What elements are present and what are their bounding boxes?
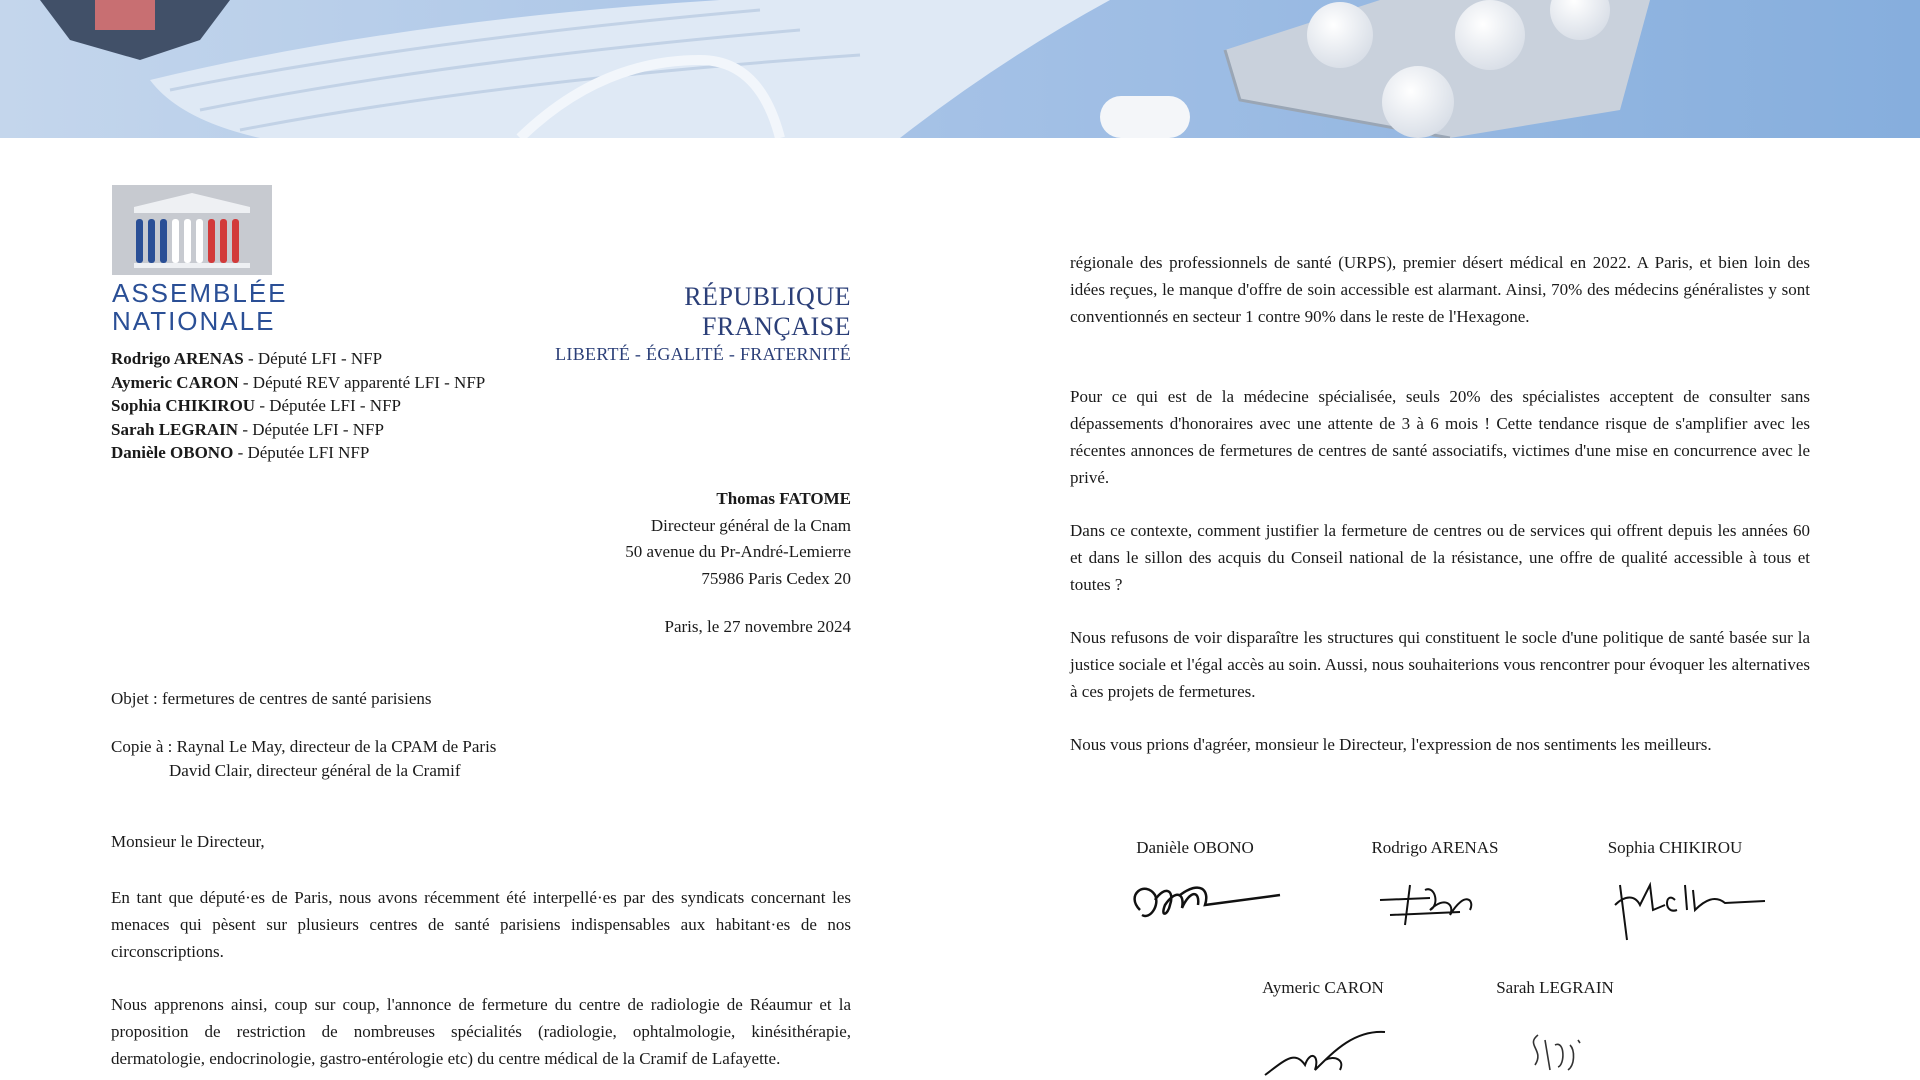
recipient-street: 50 avenue du Pr-André-Lemierre — [625, 542, 851, 561]
deputy-name: Sophia CHIKIROU — [111, 396, 256, 415]
signatory-chikirou: Sophia CHIKIROU — [1607, 838, 1743, 857]
signatory-arenas: Rodrigo ARENAS — [1371, 838, 1499, 857]
deputy-role: - Député REV apparenté LFI - NFP — [238, 372, 486, 392]
signature-legrain-icon — [1520, 1025, 1590, 1080]
deputy-role: - Députée LFI - NFP — [238, 419, 384, 439]
deputy-line — [111, 441, 485, 465]
signature-chikirou-icon — [1605, 865, 1775, 945]
salutation: Monsieur le Directeur, — [111, 832, 265, 851]
deputy-role: - Députée LFI NFP — [233, 443, 370, 462]
header-banner-image — [0, 0, 1920, 138]
republic-title: RÉPUBLIQUE FRANÇAISE — [684, 282, 851, 341]
medical-supplies-illustration — [0, 0, 1920, 138]
signature-caron-icon — [1255, 1020, 1405, 1080]
recipient-name: Thomas FATOME — [716, 489, 851, 508]
deputy-name: Danièle OBONO — [111, 443, 234, 462]
deputies-list — [111, 347, 485, 465]
body-paragraph: En tant que député·es de Paris, nous avons récemment été interpellé·es par des syndicats concernant les menaces qui pèsent sur plusieurs centres de santé parisiens indispensables aux habitant·es de nos circonscriptions. — [111, 888, 851, 961]
body-paragraph: Dans ce contexte, comment justifier la fermeture de centres ou de services qui offrent depuis les années 60 et dans le sillon des acquis du Conseil national de la résistance, une offre de qualité accessible à tous et toutes ? — [1070, 521, 1810, 594]
deputy-name: Sarah LEGRAIN — [111, 419, 239, 439]
letter-subject: Objet : fermetures de centres de santé parisiens — [111, 689, 432, 708]
recipient-title: Directeur général de la Cnam — [650, 515, 851, 535]
logo-text-assemblee: ASSEMBLÉE — [112, 278, 288, 308]
recipient-city: 75986 Paris Cedex 20 — [701, 568, 851, 588]
closing-paragraph: Nous vous prions d'agréer, monsieur le Directeur, l'expression de nos sentiments les meilleurs. — [1070, 735, 1712, 754]
deputy-line — [111, 371, 485, 395]
copy-line-2: David Clair, directeur général de la Cramif — [169, 760, 461, 780]
deputy-role: - Député LFI - NFP — [243, 349, 383, 368]
signature-obono-icon — [1120, 870, 1300, 940]
republic-motto: LIBERTÉ - ÉGALITÉ - FRATERNITÉ — [555, 344, 851, 364]
body-paragraph: Nous apprenons ainsi, coup sur coup, l'annonce de fermeture du centre de radiologie de Réaumur et la proposition de restriction de nombreuses spécialités (radiologie, ophtalmologie, kinésithérapie, dermatologie, endocrinologie, gastro-entérologie etc) du centre médical de la Cramif de Lafayette. — [111, 995, 851, 1068]
letter-date: Paris, le 27 novembre 2024 — [664, 617, 851, 636]
republique-francaise-header — [536, 282, 851, 365]
deputy-line — [111, 418, 485, 442]
assemblee-nationale-logo — [112, 185, 288, 336]
deputy-name: Rodrigo ARENAS — [111, 349, 244, 368]
copy-line-1: Copie à : Raynal Le May, directeur de la CPAM de Paris — [111, 737, 497, 756]
assemblee-building-icon — [112, 185, 272, 275]
signatory-obono: Danièle OBONO — [1136, 838, 1254, 857]
recipient-block — [560, 486, 851, 592]
deputy-line — [111, 347, 485, 371]
signature-arenas-icon — [1370, 870, 1490, 940]
signatory-legrain: Sarah LEGRAIN — [1496, 978, 1614, 997]
body-paragraph: Pour ce qui est de la médecine spécialisée, seuls 20% des spécialistes acceptent de consulter sans dépassements d'honoraires avec une attente de 3 à 6 mois ! Cette tendance risque de s'amplifier avec les récentes annonces de fermetures de centres de santé associatifs, victimes d'une mise en concurrence avec le privé. — [1070, 387, 1810, 487]
body-paragraph: régionale des professionnels de santé (URPS), premier désert médical en 2022. A Paris, et bien loin des idées reçues, le manque d'offre de soin accessible est alarmant. Ainsi, 70% des médecins généralistes y sont conventionnés en secteur 1 contre 90% dans le reste de l'Hexagone. — [1070, 253, 1810, 326]
logo-text-nationale: NATIONALE — [112, 306, 276, 336]
copy-recipients — [111, 735, 496, 782]
deputy-name: Aymeric CARON — [111, 372, 239, 392]
signatory-caron: Aymeric CARON — [1262, 978, 1384, 997]
body-paragraph: Nous refusons de voir disparaître les structures qui constituent le socle d'une politique de santé basée sur la justice sociale et l'égal accès au soin. Aussi, nous souhaiterions vous rencontrer pour évoquer les alternatives à ces projets de fermetures. — [1070, 628, 1810, 701]
deputy-line — [111, 394, 485, 418]
deputy-role: - Députée LFI - NFP — [255, 396, 401, 415]
